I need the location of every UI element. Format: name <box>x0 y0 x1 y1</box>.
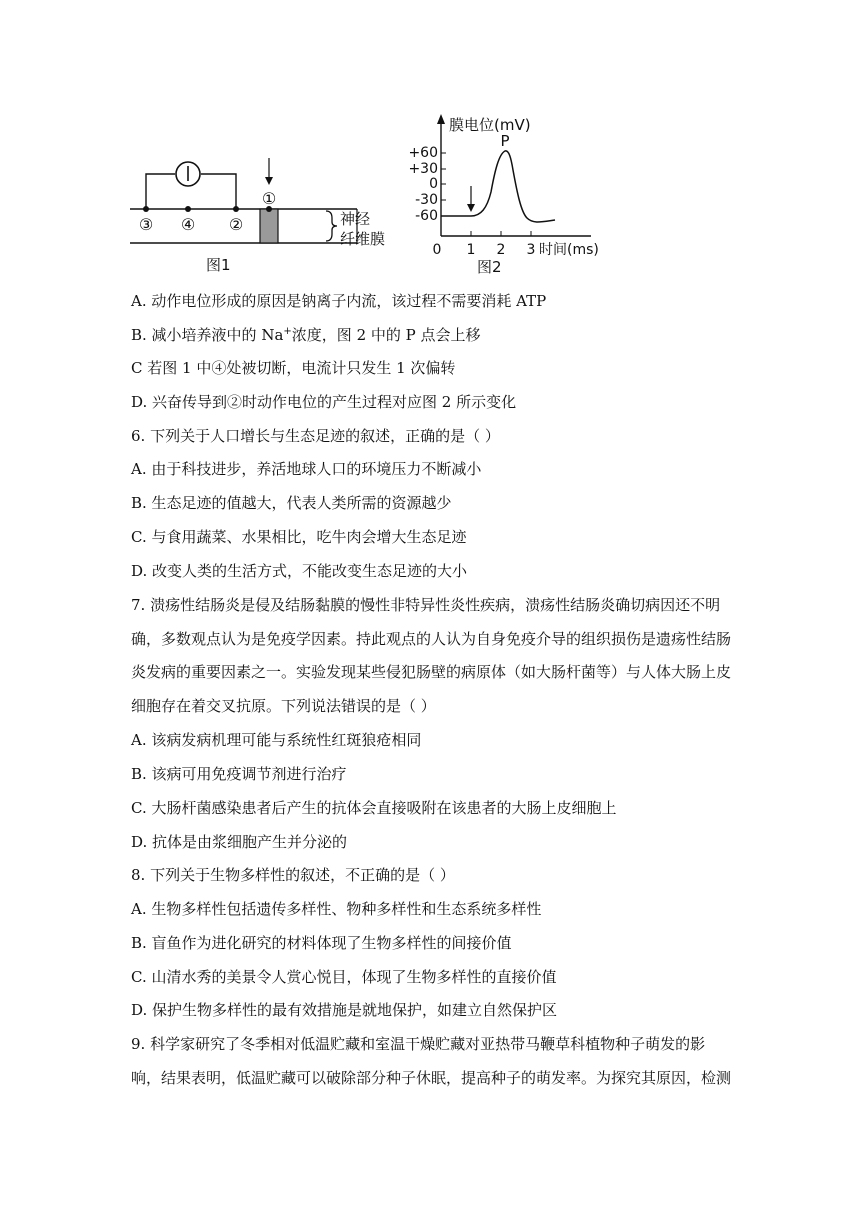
stimulus-arrow-head <box>467 204 475 212</box>
electrode-dot <box>233 206 239 212</box>
x-tick-label: 3 <box>526 242 536 258</box>
question-6: 6. 下列关于人口增长与生态足迹的叙述，正确的是（ ） <box>131 427 500 445</box>
y-axis-label: 膜电位(mV) <box>449 116 531 134</box>
point-label-3: ③ <box>138 215 154 234</box>
peak-label: P <box>500 132 510 150</box>
question-7-line4: 细胞存在着交叉抗原。下列说法错误的是（ ） <box>131 697 436 715</box>
option-7a: A. 该病发病机理可能与系统性红斑狼疮相同 <box>131 731 422 749</box>
option-6a: A. 由于科技进步，养活地球人口的环境压力不断减小 <box>131 460 482 478</box>
x-tick-label: 2 <box>496 242 506 258</box>
y-axis-arrow <box>437 114 445 124</box>
figure-1 <box>126 148 396 276</box>
galvanometer-wire <box>201 174 236 209</box>
figure-2-caption: 图2 <box>477 258 502 276</box>
option-8a: A. 生物多样性包括遗传多样性、物种多样性和生态系统多样性 <box>131 900 542 918</box>
x-tick-label: 0 <box>432 242 442 258</box>
point-label-2: ② <box>228 215 244 234</box>
membrane-label-line2: 纤维膜 <box>340 230 386 248</box>
y-tick-label: -60 <box>415 208 438 224</box>
point-label-4: ④ <box>180 215 196 234</box>
galvanometer-wire <box>146 174 175 209</box>
question-7-line3: 炎发病的重要因素之一。实验发现某些侵犯肠壁的病原体（如大肠杆菌等）与人体大肠上皮 <box>131 663 732 681</box>
stimulus-zone <box>260 209 278 243</box>
potential-curve <box>441 151 555 222</box>
x-axis-label: 时间(ms) <box>539 242 599 258</box>
galvanometer-icon <box>176 162 200 186</box>
option-6b: B. 生态足迹的值越大，代表人类所需的资源越少 <box>131 494 452 512</box>
question-7-line1: 7. 溃疡性结肠炎是侵及结肠黏膜的慢性非特异性炎性疾病，溃疡性结肠炎确切病因还不明 <box>131 596 721 614</box>
question-7-line2: 确，多数观点认为是免疫学因素。持此观点的人认为自身免疫介导的组织损伤是遗疡性结肠 <box>131 630 732 648</box>
x-tick-label: 1 <box>466 242 476 258</box>
figure-1-caption: 图1 <box>206 256 231 274</box>
option-6c: C. 与食用蔬菜、水果相比，吃牛肉会增大生态足迹 <box>131 528 467 546</box>
question-9-line1: 9. 科学家研究了冬季相对低温贮藏和室温干燥贮藏对亚热带马鞭草科植物种子萌发的影 <box>131 1035 706 1053</box>
membrane-label-line1: 神经 <box>340 210 371 228</box>
electrode-dot <box>185 206 191 212</box>
stimulus-arrow-head <box>265 177 273 185</box>
question-8: 8. 下列关于生物多样性的叙述，不正确的是（ ） <box>131 866 455 884</box>
option-7d: D. 抗体是由浆细胞产生并分泌的 <box>131 833 348 851</box>
option-8c: C. 山清水秀的美景令人赏心悦目，体现了生物多样性的直接价值 <box>131 968 557 986</box>
option-6d: D. 改变人类的生活方式，不能改变生态足迹的大小 <box>131 562 468 580</box>
option-5a: A. 动作电位形成的原因是钠离子内流，该过程不需要消耗 ATP <box>131 292 547 310</box>
y-tick-label: -30 <box>415 192 438 208</box>
y-tick-label: +30 <box>408 161 438 177</box>
option-8d: D. 保护生物多样性的最有效措施是就地保护，如建立自然保护区 <box>131 1001 558 1019</box>
option-7c: C. 大肠杆菌感染患者后产生的抗体会直接吸附在该患者的大肠上皮细胞上 <box>131 799 617 817</box>
option-8b: B. 盲鱼作为进化研究的材料体现了生物多样性的间接价值 <box>131 934 512 952</box>
option-5d: D. 兴奋传导到②时动作电位的产生过程对应图 2 所示变化 <box>131 393 517 411</box>
y-tick-label: +60 <box>408 145 438 161</box>
electrode-dot <box>143 206 149 212</box>
point-label-1: ① <box>261 189 277 208</box>
option-5c: C 若图 1 中④处被切断，电流计只发生 1 次偏转 <box>131 359 456 377</box>
membrane-brace <box>326 211 337 241</box>
option-5b: B. 减小培养液中的 Na+浓度，图 2 中的 P 点会上移 <box>131 326 481 344</box>
figure-2 <box>405 108 605 276</box>
question-9-line2: 响，结果表明，低温贮藏可以破除部分种子休眠，提高种子的萌发率。为探究其原因，检测 <box>131 1069 732 1087</box>
y-tick-label: 0 <box>429 176 438 192</box>
option-7b: B. 该病可用免疫调节剂进行治疗 <box>131 765 347 783</box>
